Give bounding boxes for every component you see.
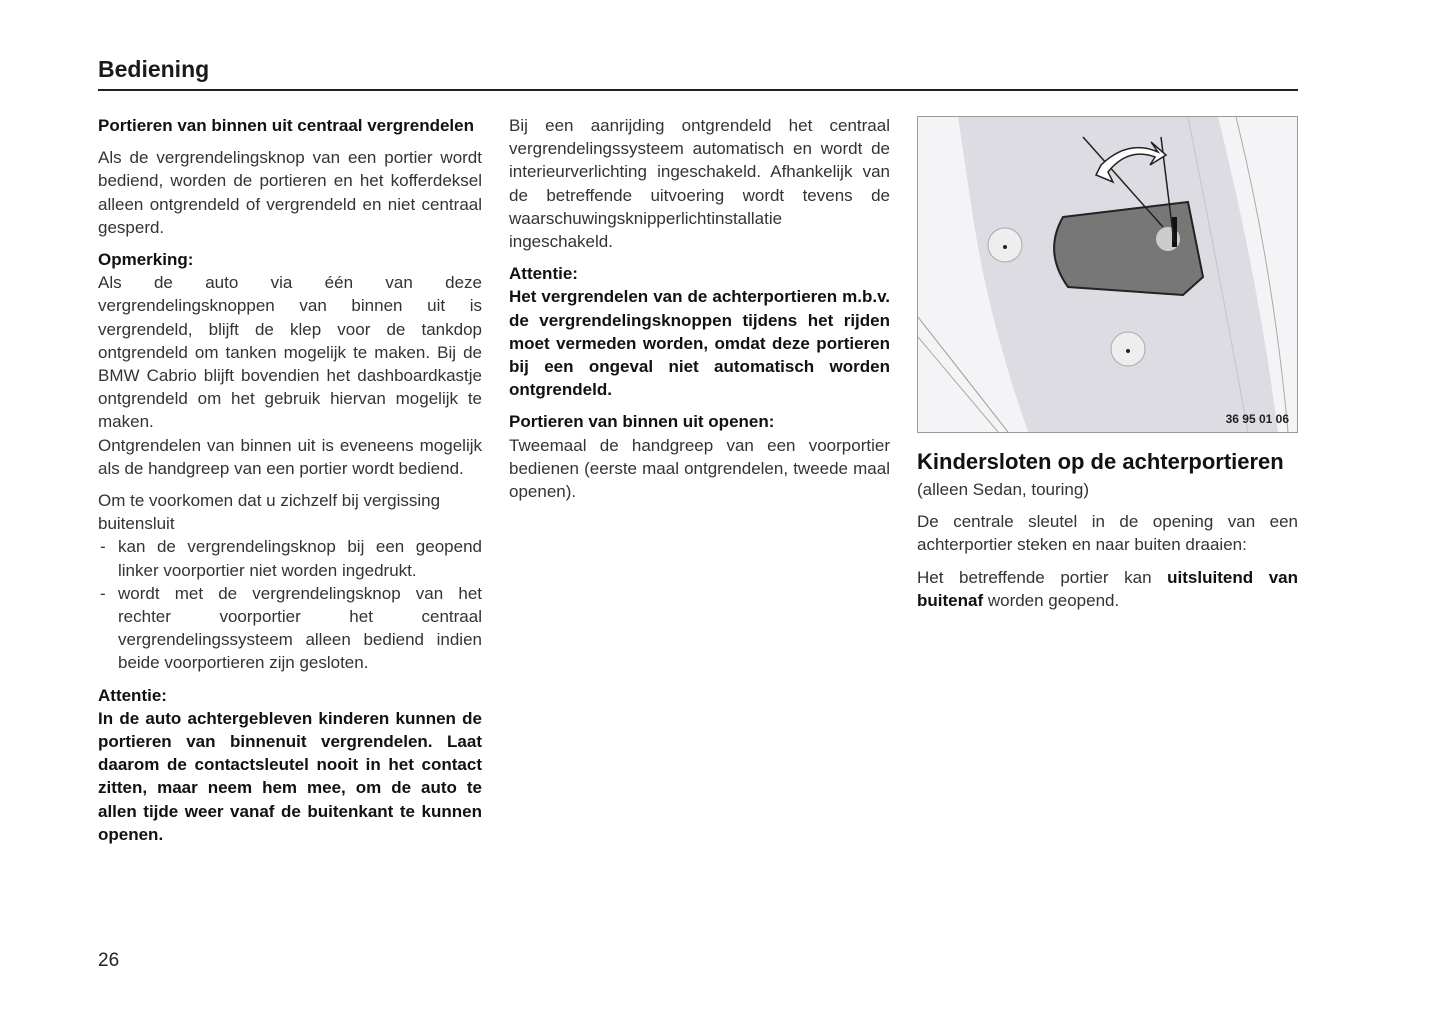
column-right bbox=[917, 448, 1298, 621]
page-number: 26 bbox=[98, 950, 120, 971]
text: worden geopend. bbox=[983, 590, 1120, 610]
list-item: - kan de vergrendelingsknop bij een geopend linker voorportier niet worden ingedrukt. bbox=[98, 535, 482, 581]
column-left bbox=[98, 114, 482, 855]
subtitle: (alleen Sedan, touring) bbox=[917, 480, 1090, 499]
paragraph: De centrale sleutel in de opening van een achterportier steken en naar buiten draaien: bbox=[917, 512, 1298, 555]
paragraph: Tweemaal de handgreep van een voorportier bedienen (eerste maal ontgrendelen, tweede maal openen). bbox=[509, 435, 890, 502]
attention-label: Attentie: bbox=[98, 685, 167, 705]
note-paragraph: Ontgrendelen van binnen uit is eveneens mogelijk als de handgreep van een portier wordt bediend. bbox=[98, 435, 482, 478]
paragraph bbox=[917, 566, 1298, 612]
emphasis: uitsluitend van buitenaf bbox=[917, 567, 1298, 610]
child-lock-drawing bbox=[918, 117, 1297, 432]
figure-number: 36 95 01 06 bbox=[1225, 412, 1289, 426]
text: Het betreffende portier kan bbox=[917, 567, 1168, 587]
heading-open-from-inside: Portieren van binnen uit openen: bbox=[509, 412, 775, 432]
heading-child-locks: Kindersloten op de achterportieren bbox=[917, 449, 1284, 474]
paragraph: Als de vergrendelingsknop van een portier wordt bediend, worden de portieren en het kofferdeksel alleen ontgrendeld of vergrendeld en niet centraal gesperd. bbox=[98, 148, 482, 237]
list-item: - wordt met de vergrendelingsknop van het rechter voorportier het centraal vergrendelingssysteem alleen bediend indien beide voorportieren zijn gesloten. bbox=[98, 582, 482, 675]
attention-text: In de auto achtergebleven kinderen kunnen de portieren van binnenuit vergrendelen. Laat daarom de contactsleutel nooit in het contact zitten, maar neem hem mee, om de auto te allen tijde weer vanaf de buitenkant te kunnen openen. bbox=[98, 708, 482, 844]
header-rule bbox=[98, 89, 1298, 91]
bullet-list bbox=[98, 535, 482, 674]
note-label: Opmerking: bbox=[98, 250, 194, 270]
door-lock-illustration bbox=[917, 116, 1298, 433]
column-middle bbox=[509, 114, 890, 512]
note-paragraph: Als de auto via één van deze vergrendelingsknoppen van binnen uit is vergrendeld, blijft de klep voor de tankdop ontgrendeld om tanken mogelijk te maken. Bij de BMW Cabrio blijft bovendien het dashboardkastje ontgrendeld om het gebruik hiervan mogelijk te maken. bbox=[98, 273, 482, 432]
section-header: Bediening bbox=[98, 56, 210, 82]
paragraph: Bij een aanrijding ontgrendeld het centraal vergrendelingssysteem automatisch en wordt de interieurverlichting ingeschakeld. Afhankelijk van de betreffende uitvoering wordt tevens de waarschuwingsknipperlichtinstallatie ingeschakeld. bbox=[509, 116, 890, 252]
heading-central-locking: Portieren van binnen uit centraal vergrendelen bbox=[98, 116, 474, 135]
attention-label: Attentie: bbox=[509, 264, 578, 284]
paragraph: Om te voorkomen dat u zichzelf bij vergissing buitensluit bbox=[98, 491, 441, 534]
attention-text: Het vergrendelen van de achterportieren m.b.v. de vergrendelingsknoppen tijdens het rijden moet vermeden worden, omdat deze portieren bij een ongeval niet automatisch worden ontgrendeld. bbox=[509, 287, 890, 400]
